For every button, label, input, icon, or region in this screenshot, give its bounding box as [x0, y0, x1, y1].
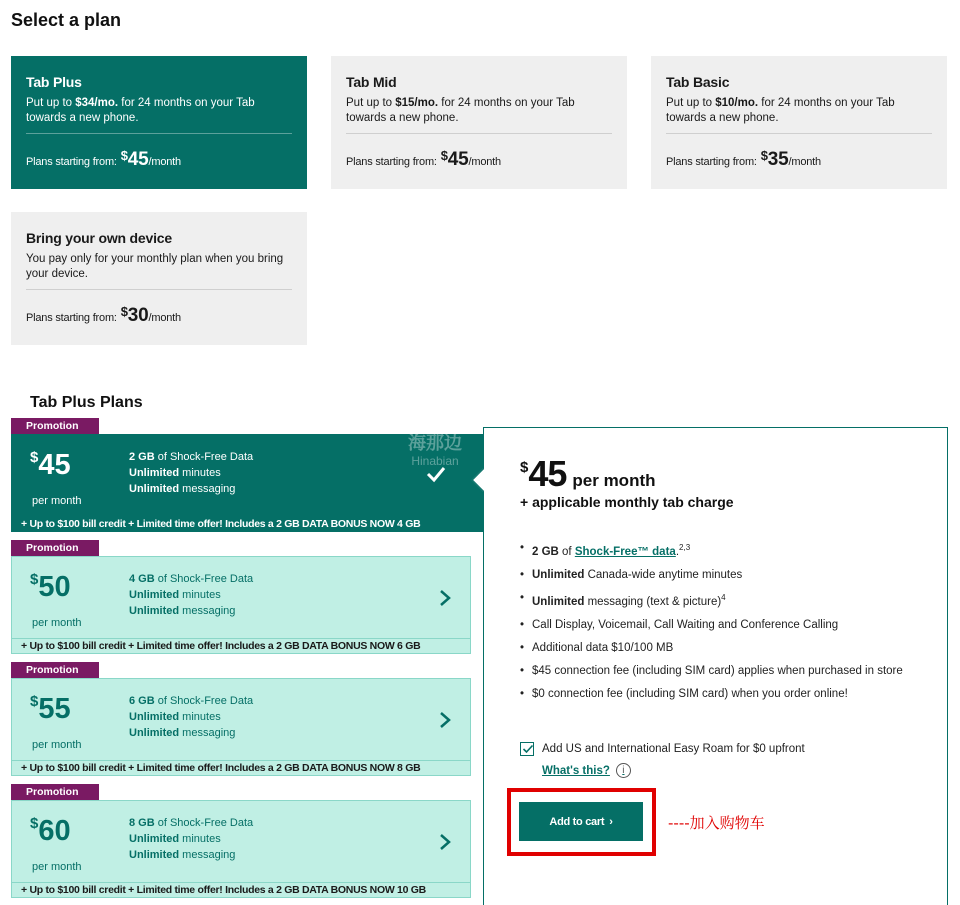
plan-description: Put up to $15/mo. for 24 months on your Tab towards a new phone. [346, 97, 575, 124]
plan-name: Tab Mid [346, 74, 397, 90]
plan-card-tab-plus[interactable] [11, 56, 307, 189]
feature-item: • Unlimited Canada-wide anytime minutes [520, 567, 920, 583]
feature-item: • $0 connection fee (including SIM card) when you order online! [520, 686, 920, 702]
section-title: Tab Plus Plans [30, 394, 143, 411]
plan-divider [346, 133, 612, 134]
promotion-badge: Promotion [11, 418, 99, 434]
option-price: $45 [30, 449, 71, 481]
option-per-month: per month [32, 495, 82, 507]
promotion-badge: Promotion [11, 662, 99, 678]
option-price: $50 [30, 571, 71, 603]
plan-card-bring-your-own-device[interactable] [11, 212, 307, 345]
info-icon[interactable]: i [616, 763, 631, 778]
plan-option-box[interactable] [11, 678, 471, 761]
plan-name: Tab Basic [666, 74, 730, 90]
option-per-month: per month [32, 861, 82, 873]
detail-price: $45 per month [520, 453, 656, 494]
plan-description: You pay only for your monthly plan when you bring your device. [26, 253, 284, 280]
detail-subtitle: + applicable monthly tab charge [520, 494, 734, 510]
promotion-badge: Promotion [11, 784, 99, 800]
plan-option-box[interactable] [11, 556, 471, 639]
option-credit-note: + Up to $100 bill credit + Limited time offer! Includes a 2 GB DATA BONUS NOW 4 GB [11, 516, 483, 532]
plan-name: Tab Plus [26, 74, 82, 90]
plan-divider [666, 133, 932, 134]
plan-name: Bring your own device [26, 230, 172, 246]
plan-description: Put up to $10/mo. for 24 months on your Tab towards a new phone. [666, 97, 895, 124]
annotation-text: ----加入购物车 [668, 814, 765, 832]
feature-item: • Unlimited messaging (text & picture)$^4$ [520, 590, 920, 610]
page-title: Select a plan [11, 10, 122, 30]
add-to-cart-button[interactable] [519, 802, 643, 841]
feature-list [520, 540, 920, 709]
add-to-cart-label: Add to cart [549, 815, 605, 828]
feature-item: • 2 GB of Shock-Free™ data.$^{2,3}$ [520, 540, 920, 560]
option-features: 2 GB of Shock-Free Data Unlimited minutes Unlimited messaging [129, 451, 254, 495]
plan-divider [26, 133, 292, 134]
whats-this-link[interactable]: What's this? i [542, 763, 631, 778]
checkmark-icon [522, 743, 534, 755]
chevron-right-icon[interactable] [438, 833, 452, 851]
plan-card-tab-basic[interactable] [651, 56, 947, 189]
chevron-right-icon[interactable] [438, 589, 452, 607]
plan-option-box[interactable] [11, 800, 471, 883]
plan-starting-price: Plans starting from: $ 45 /month [26, 148, 181, 170]
chevron-right-icon: › [609, 815, 613, 828]
plan-card-tab-mid[interactable] [331, 56, 627, 189]
option-features: 8 GB of Shock-Free Data Unlimited minutes Unlimited messaging [129, 817, 254, 861]
option-price: $60 [30, 815, 71, 847]
shock-free-data-link[interactable]: Shock-Free™ data [574, 545, 676, 558]
plan-starting-price: Plans starting from: $ 30 /month [26, 304, 181, 326]
chevron-right-icon[interactable] [438, 711, 452, 729]
option-credit-note: + Up to $100 bill credit + Limited time offer! Includes a 2 GB DATA BONUS NOW 6 GB [11, 638, 471, 654]
option-credit-note: + Up to $100 bill credit + Limited time offer! Includes a 2 GB DATA BONUS NOW 8 GB [11, 760, 471, 776]
plan-divider [26, 289, 292, 290]
feature-item: • $45 connection fee (including SIM card) applies when purchased in store [520, 663, 920, 679]
watermark: 海那边 Hinabian [408, 433, 462, 468]
feature-item: • Call Display, Voicemail, Call Waiting and Conference Calling [520, 617, 920, 633]
plan-description: Put up to $34/mo. for 24 months on your Tab towards a new phone. [26, 97, 255, 124]
option-features: 6 GB of Shock-Free Data Unlimited minutes Unlimited messaging [129, 695, 254, 739]
promotion-badge: Promotion [11, 540, 99, 556]
option-credit-note: + Up to $100 bill credit + Limited time offer! Includes a 2 GB DATA BONUS NOW 10 GB [11, 882, 471, 898]
option-per-month: per month [32, 739, 82, 751]
plan-starting-price: Plans starting from: $ 35 /month [666, 148, 821, 170]
easy-roam-label: Add US and International Easy Roam for $0 upfront [542, 743, 805, 755]
easy-roam-checkbox[interactable] [520, 742, 534, 756]
feature-item: • Additional data $10/100 MB [520, 640, 920, 656]
option-price: $55 [30, 693, 71, 725]
easy-roam-option[interactable] [520, 742, 805, 756]
option-features: 4 GB of Shock-Free Data Unlimited minutes Unlimited messaging [129, 573, 254, 617]
plan-starting-price: Plans starting from: $ 45 /month [346, 148, 501, 170]
option-per-month: per month [32, 617, 82, 629]
